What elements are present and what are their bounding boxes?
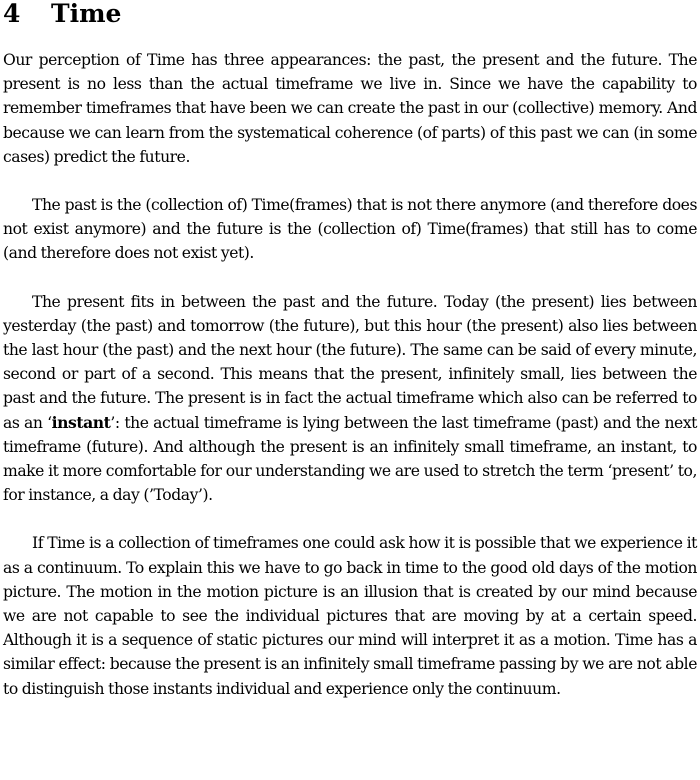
paragraph-continuum: If Time is a collection of timeframes one could ask how it is possible that we experience it as a continuum. To explain this we have to go back in time to the good old days of the motion picture. The motion in the motion picture is an illusion that is created by our mind because we are not capable to see the individual pictures that are moving by at a certain speed. Although it is a sequence of static pictures our mind will interpret it as a motion. Time has a similar effect: because the present is an infinitely small timeframe passing by we are not able to distinguish those instants individual and experience only the continuum.: [3, 534, 697, 698]
paragraph-present: [3, 290, 697, 508]
paragraph-present-text-end: ’: the actual timeframe is lying between the last timeframe (past) and the next timeframe (future). And although the present is an infinitely small timeframe, an instant, to make it more comfortable for our understanding we are used to stretch the term ‘present’ to, for instance, a day (’Today’).: [3, 413, 697, 505]
section-number: 4: [3, 0, 21, 28]
section-title: Time: [51, 0, 122, 28]
paragraph-present-text-start: The present fits in between the past and the future. Today (the present) lies between yesterday (the past) and tomorrow (the future), but this hour (the present) also lies between the last hour (the past) and the next hour (the future). The same can be said of every minute, second or part of a second. This means that the present, infinitely small, lies between the past and the future. The present is in fact the actual timeframe which also can be referred to as an ‘: [3, 292, 697, 432]
paragraph-perception: Our perception of Time has three appearances: the past, the present and the future. The present is no less than the actual timeframe we live in. Since we have the capability to remember timeframes that have been we can create the past in our (collective) memory. And because we can learn from the systematical coherence (of parts) of this past we can (in some cases) predict the future.: [3, 51, 697, 166]
instant-term: instant: [51, 412, 111, 432]
paragraph-past-future: The past is the (collection of) Time(frames) that is not there anymore (and therefore does not exist anymore) and the future is the (collection of) Time(frames) that still has to come (and therefore does not exist yet).: [3, 196, 697, 263]
section-heading: [3, 0, 697, 32]
document-page: [3, 0, 697, 701]
